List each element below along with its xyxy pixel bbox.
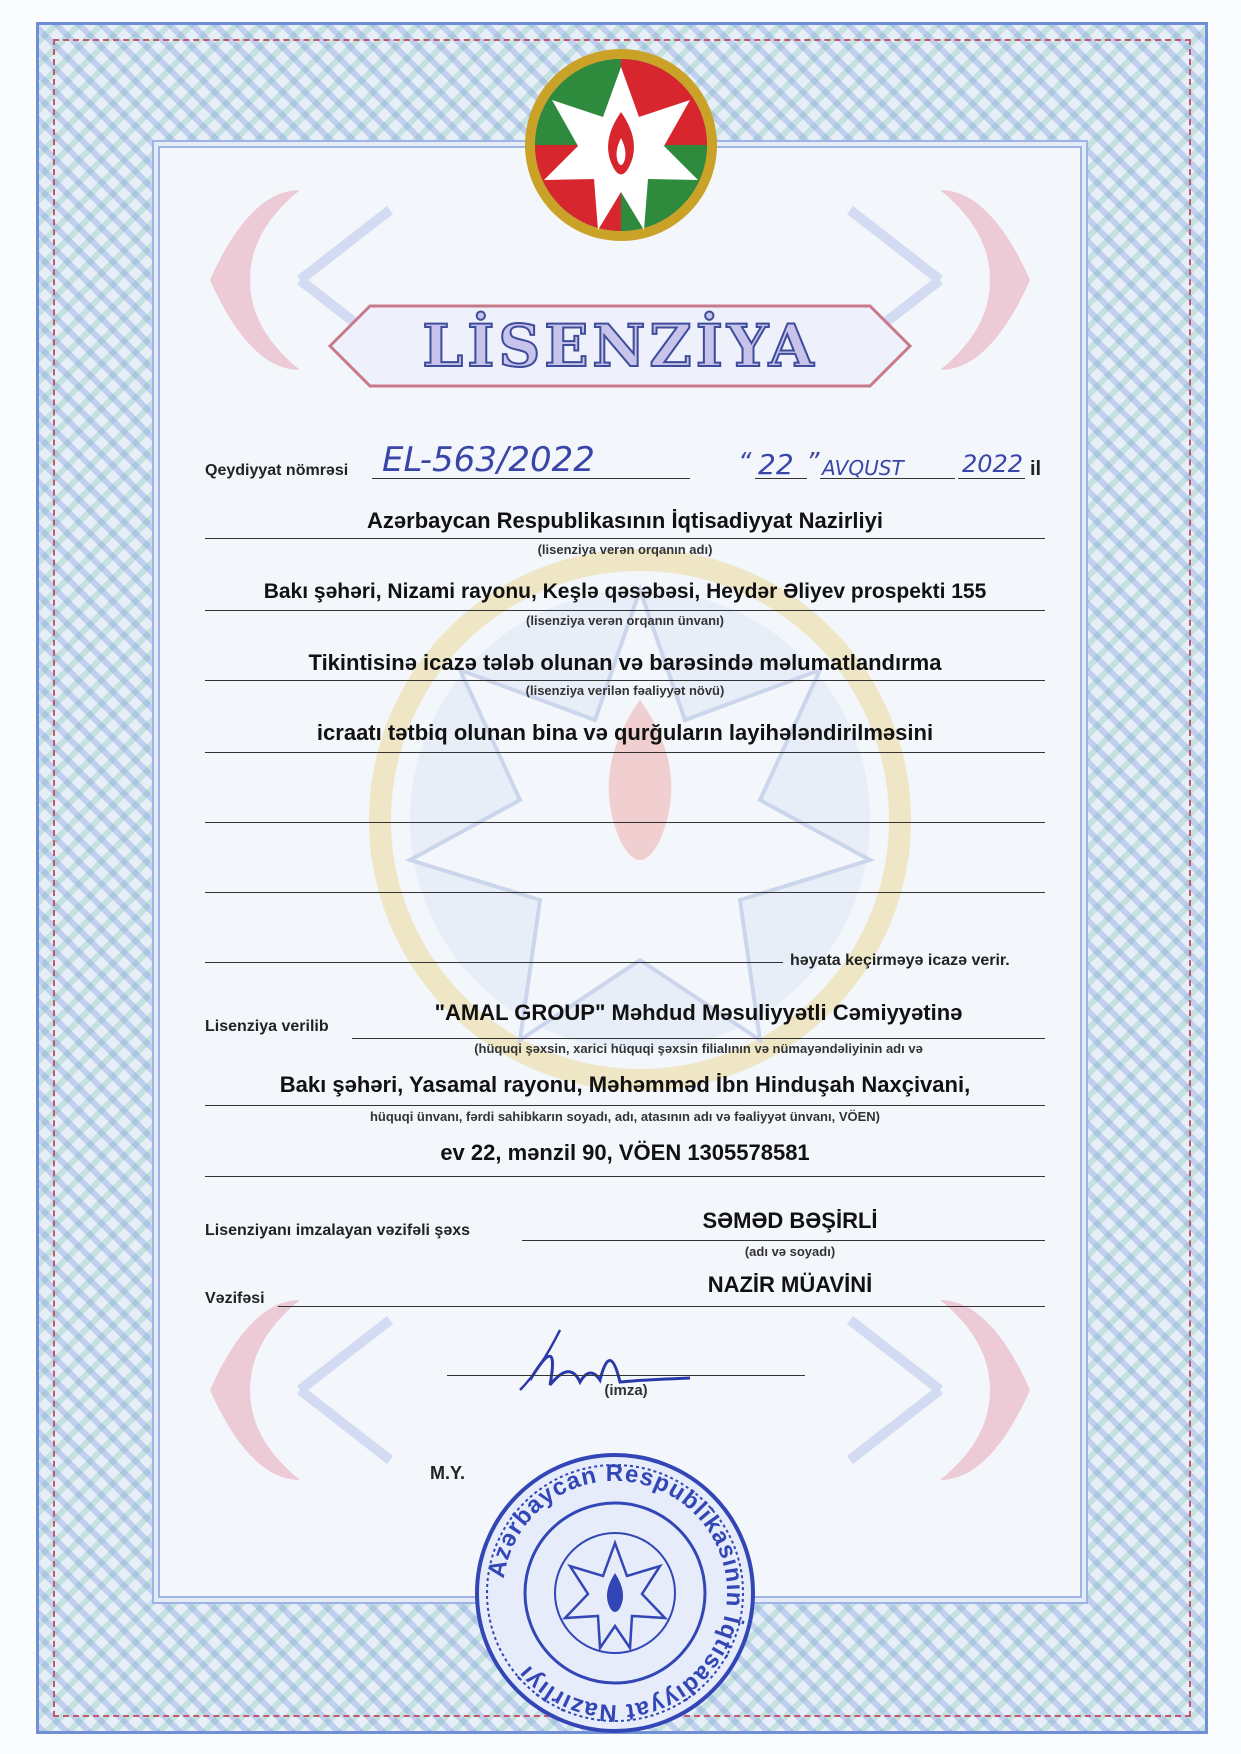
signature-line	[447, 1375, 805, 1376]
licensee-label: Lisenziya verilib	[205, 1018, 329, 1035]
signatory-name-caption: (adı və soyadı)	[744, 1244, 836, 1259]
position-line	[278, 1306, 1045, 1307]
activity-line-2: icraatı tətbiq olunan bina və qurğuların layihələndirilməsini	[316, 720, 934, 745]
state-emblem	[518, 42, 724, 248]
licensee-address-2-line	[205, 1176, 1045, 1177]
signatory-label: Lisenziyanı imzalayan vəzifəli şəxs	[205, 1222, 471, 1239]
ornament-corner-bottom-right	[830, 1280, 1050, 1500]
registration-month: AVQUST	[822, 456, 904, 480]
date-open-quote: “	[738, 448, 752, 478]
registration-label: Qeydiyyat nömrəsi	[205, 462, 349, 479]
blank-line-2	[205, 892, 1045, 893]
activity-line-1-rule	[205, 680, 1045, 681]
title-band	[320, 298, 920, 394]
registration-year: 2022	[962, 450, 1024, 478]
licensee-address-1: Bakı şəhəri, Yasamal rayonu, Məhəmməd İbn Hinduşah Naxçivani,	[279, 1072, 971, 1097]
permission-text: həyata keçirməyə icazə verir.	[790, 952, 1010, 969]
licensee-address-2: ev 22, mənzil 90, VÖEN 1305578581	[440, 1140, 810, 1165]
ministry-stamp	[470, 1448, 760, 1738]
registration-day: 22	[758, 448, 794, 481]
blank-line-3	[205, 962, 783, 963]
signatory-name-line	[522, 1240, 1045, 1241]
licensee-address-1-line	[205, 1105, 1045, 1106]
issuer-address-line	[205, 610, 1045, 611]
year-suffix: il	[1030, 458, 1042, 480]
issuer-name-caption: (lisenziya verən orqanın adı)	[537, 542, 713, 557]
blank-line-1	[205, 822, 1045, 823]
licensee-name-line	[352, 1038, 1045, 1039]
position-value: NAZİR MÜAVİNİ	[707, 1272, 873, 1297]
seal-label: M.Y.	[430, 1463, 466, 1483]
licensee-caption-2: hüquqi ünvanı, fərdi sahibkarın soyadı, adı, atasının adı və fəaliyyət ünvanı, VÖEN)	[369, 1109, 880, 1124]
signatory-name: SƏMƏD BƏŞİRLİ	[702, 1208, 878, 1233]
stamp-ring-text: Azərbaycan Respublikasının İqtisadiyyat Nazirliyi	[482, 1459, 749, 1727]
date-close-quote: ”	[806, 448, 820, 478]
signature-caption: (imza)	[604, 1382, 648, 1399]
issuer-name-line	[205, 538, 1045, 539]
date-year-line	[958, 478, 1025, 479]
issuer-name: Azərbaycan Respublikasının İqtisadiyyat Nazirliyi	[367, 508, 883, 533]
registration-number: EL-563/2022	[382, 440, 595, 480]
activity-line-2-rule	[205, 752, 1045, 753]
activity-caption: (lisenziya verilən fəaliyyət növü)	[525, 683, 725, 698]
ornament-corner-bottom-left	[190, 1280, 410, 1500]
licensee-caption-1: (hüquqi şəxsin, xarici hüquqi şəxsin filialının və nümayəndəliyinin adı və	[474, 1041, 923, 1056]
activity-line-1: Tikintisinə icazə tələb olunan və barəsində məlumatlandırma	[308, 650, 942, 675]
position-label: Vəzifəsi	[205, 1290, 265, 1307]
document-title: LİSENZİYA	[422, 312, 818, 380]
licensee-name: "AMAL GROUP" Məhdud Məsuliyyətli Cəmiyyətinə	[434, 1000, 963, 1025]
issuer-address-caption: (lisenziya verən orqanın ünvanı)	[526, 613, 724, 628]
issuer-address: Bakı şəhəri, Nizami rayonu, Keşlə qəsəbəsi, Heydər Əliyev prospekti 155	[263, 580, 987, 603]
